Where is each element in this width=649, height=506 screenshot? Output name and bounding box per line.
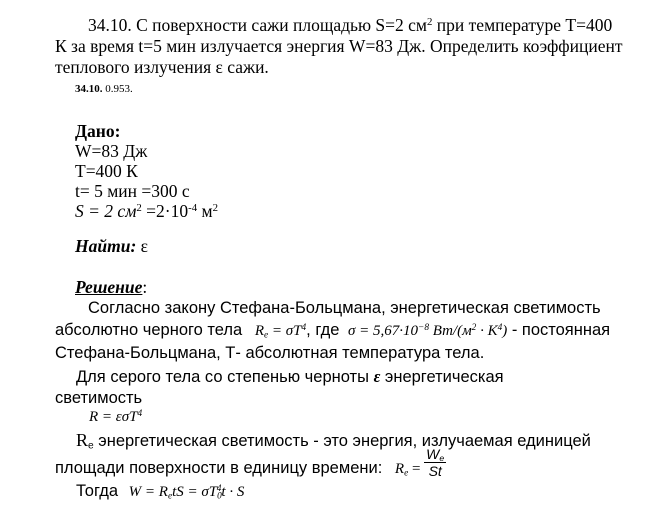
solution-p3-line2: площади поверхности в единицу времени: $R_e$ = $\frac{W_e}{St}$	[55, 446, 445, 479]
given-heading: Дано:	[75, 121, 121, 141]
given-time: t= 5 мин =300 с	[75, 181, 190, 201]
solution-p1-line3: Стефана-Больцмана, Т- абсолютная температура тела.	[55, 344, 485, 362]
solution-heading: Решение:	[75, 277, 148, 297]
problem-line-3: теплового излучения ε сажи.	[55, 57, 269, 77]
radiance-fraction: $\frac{W_e}{St}$	[426, 446, 445, 479]
given-temperature: T=400 К	[75, 161, 138, 181]
answer-line: 34.10. 0.953.	[75, 83, 133, 95]
solution-p3-line1: $R_e$ энергетическая светимость - это энергия, излучаемая единицей	[76, 430, 591, 452]
given-area: S = 2 $см^2 =2\cdot 10^{-4}$ $м^2$	[75, 201, 219, 221]
gray-body-formula: R = εσT$^4$	[89, 408, 143, 425]
given-energy: W=83 Дж	[75, 141, 148, 161]
solution-p4-line: Тогда $W = R_etS = \sigma T_0^4t \cdot S$	[76, 482, 245, 502]
problem-line-1: 34.10. С поверхности сажи площадью S=2 $см^2$ при температуре Т=400	[88, 15, 613, 35]
solution-p2-line2: светимость	[55, 389, 143, 407]
find-line: Найти: ε	[75, 236, 149, 256]
solution-p2-line1: Для серого тела со степенью черноты ε энергетическая	[76, 367, 504, 386]
problem-line-2: К за время t=5 мин излучается энергия W=83 Дж. Определить коэффициент	[55, 36, 623, 56]
solution-p1-line1: Согласно закону Стефана-Больцмана, энергетическая светимость	[88, 299, 601, 317]
solution-p1-line2: абсолютно черного тела $R_e = \sigma T^4$, где $\sigma = 5,67\cdot 10^{-8}$ $Вт/(м^2 \cdot K^4)$ - постоянная	[55, 321, 611, 341]
